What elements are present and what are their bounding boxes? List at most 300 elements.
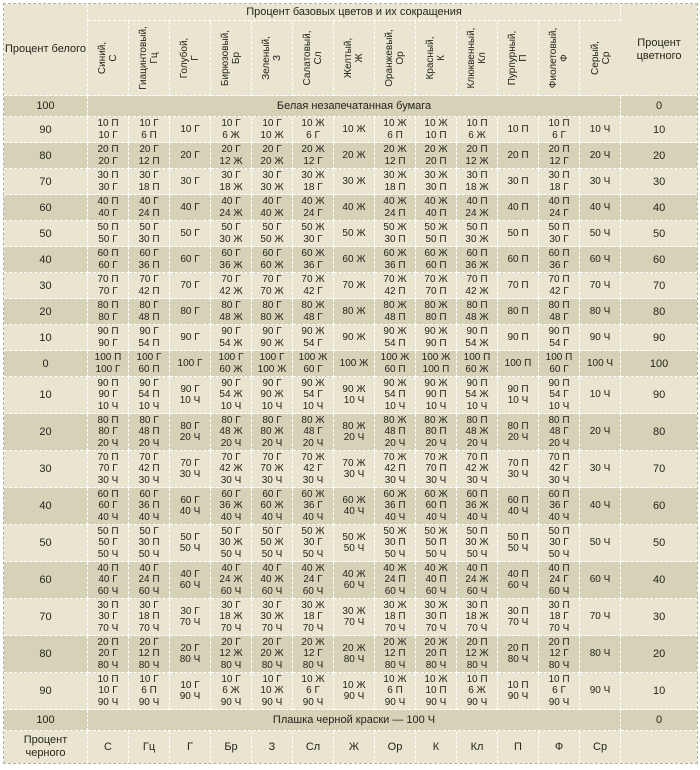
- mix-line: 90 Ж: [342, 331, 366, 343]
- mix-line: 50 П: [548, 222, 570, 233]
- mix-line: 50 Ж: [383, 525, 407, 537]
- column-header-rotated-text: [302, 21, 324, 95]
- mix-line: 30 Г: [139, 599, 159, 611]
- mix-line: 90 Ч: [384, 696, 406, 708]
- table-row: [4, 325, 697, 351]
- mix-line: 50 П: [466, 222, 488, 233]
- row-right-percent: 50: [621, 525, 697, 562]
- mix-line: 90 Ч: [589, 331, 611, 343]
- mix-line: 10 Г: [221, 118, 241, 129]
- footer-abbr-cell: Г: [170, 731, 211, 763]
- mix-line: 6 Г: [306, 129, 320, 141]
- table-row: [4, 117, 697, 143]
- mix-line: 10 П: [507, 679, 529, 691]
- mix-line: 70 П: [425, 463, 447, 475]
- mix-line: 50 Ч: [302, 548, 324, 560]
- mix-line: 36 П: [138, 259, 160, 271]
- mix-cell: [334, 273, 375, 299]
- mix-line: 80 Ч: [425, 659, 447, 671]
- mix-line: 20 Ч: [589, 149, 611, 161]
- mix-line: 20 П: [507, 149, 529, 161]
- mix-line: 24 Г: [303, 574, 323, 586]
- mix-cell: [539, 636, 580, 673]
- row-left-percent: 40: [4, 488, 88, 525]
- mix-line: 60 Г: [262, 248, 282, 259]
- mix-cell: [498, 117, 539, 143]
- mix-line: 60 Ж: [342, 494, 366, 506]
- mix-cell: [88, 221, 129, 247]
- mix-line: 40 Г: [180, 568, 200, 580]
- mix-line: 30 Г: [221, 599, 241, 611]
- mix-line: 20 П: [466, 636, 488, 648]
- mix-line: 30 Ч: [302, 474, 324, 486]
- mix-cell: [170, 599, 211, 636]
- color-name: Красный,: [425, 36, 436, 80]
- mix-line: 90 Ч: [548, 696, 570, 708]
- mix-cell: [580, 488, 621, 525]
- row-right-percent: 90: [621, 325, 697, 351]
- table-row: [4, 673, 697, 710]
- row-left-percent: 80: [4, 636, 88, 673]
- row-right-percent: 60: [621, 247, 697, 273]
- mix-line: 60 Г: [98, 259, 118, 271]
- mix-line: 70 П: [466, 451, 488, 463]
- mix-line: 12 Г: [303, 155, 323, 167]
- mix-line: 70 Ч: [425, 622, 447, 634]
- mix-cell: [416, 273, 457, 299]
- table-row: [4, 562, 697, 599]
- mix-line: 90 Ж: [260, 337, 284, 349]
- mix-line: 50 П: [548, 525, 570, 537]
- mix-line: 40 П: [97, 562, 119, 574]
- mix-line: 70 Г: [221, 451, 241, 463]
- table-row: [4, 636, 697, 673]
- mix-line: 18 П: [384, 611, 406, 623]
- mix-line: 40 Ж: [383, 196, 407, 207]
- mix-line: 80 Ч: [302, 659, 324, 671]
- mix-cell: [375, 414, 416, 451]
- mix-cell: [334, 673, 375, 710]
- mix-line: 36 Ж: [465, 500, 489, 512]
- mix-line: 30 Г: [262, 599, 282, 611]
- mix-line: 80 П: [507, 420, 529, 432]
- mix-cell: [252, 143, 293, 169]
- mix-cell: [170, 143, 211, 169]
- mix-cell: [211, 351, 252, 377]
- mix-line: 54 Г: [303, 389, 323, 401]
- mix-line: 100 Г: [136, 352, 162, 363]
- mix-cell: [375, 325, 416, 351]
- mix-line: 10 Ч: [589, 389, 611, 401]
- color-abbr: Ор: [395, 51, 406, 65]
- mix-cell: [252, 525, 293, 562]
- mix-line: 90 П: [548, 377, 570, 389]
- mix-line: 70 Ч: [261, 622, 283, 634]
- header-band-title: Процент базовых цветов и их сокращения: [88, 4, 621, 21]
- mix-line: 60 Ч: [425, 585, 447, 597]
- mix-line: 60 Г: [139, 488, 159, 500]
- mix-line: 100 Ж: [421, 352, 451, 363]
- mix-cell: [375, 488, 416, 525]
- mix-line: 50 Ч: [384, 548, 406, 560]
- mix-line: 50 Ж: [260, 537, 284, 549]
- mix-cell: [416, 673, 457, 710]
- mix-line: 18 Г: [549, 181, 569, 193]
- mix-cell: [375, 377, 416, 414]
- mix-line: 30 П: [138, 537, 160, 549]
- mix-line: 30 Г: [549, 233, 569, 245]
- mix-line: 90 Г: [180, 383, 200, 395]
- column-header-rotated-text: [425, 21, 447, 95]
- mix-line: 10 Ч: [466, 400, 488, 412]
- mix-line: 80 Г: [98, 426, 118, 438]
- mix-line: 10 П: [97, 673, 119, 685]
- mix-line: 20 Ж: [342, 642, 366, 654]
- mix-cell: [334, 117, 375, 143]
- mix-line: 42 Ж: [219, 285, 243, 297]
- mix-line: 36 Г: [549, 500, 569, 512]
- mix-line: 50 П: [466, 525, 488, 537]
- color-abbr: П: [518, 54, 529, 62]
- mix-line: 30 Ж: [301, 599, 325, 611]
- mix-cell: [252, 451, 293, 488]
- mix-cell: [580, 247, 621, 273]
- header-row-top: [4, 4, 697, 21]
- mix-cell: [211, 414, 252, 451]
- mix-cell: [416, 451, 457, 488]
- mix-line: 10 Ж: [342, 679, 366, 691]
- column-header: [457, 21, 498, 96]
- mix-line: 40 Ч: [466, 511, 488, 523]
- color-abbr: Кл: [477, 52, 488, 64]
- mix-line: 30 Ж: [465, 233, 489, 245]
- mix-line: 70 Ч: [302, 622, 324, 634]
- mix-line: 12 Ж: [219, 648, 243, 660]
- mix-cell: [580, 351, 621, 377]
- mix-line: 36 Ж: [219, 500, 243, 512]
- mix-line: 42 Г: [303, 285, 323, 297]
- mix-cell: [580, 117, 621, 143]
- mix-line: 20 П: [425, 648, 447, 660]
- mix-line: 10 Г: [221, 673, 241, 685]
- mix-line: 20 Ч: [179, 432, 201, 443]
- row-left-percent: 30: [4, 451, 88, 488]
- mix-line: 10 П: [466, 673, 488, 685]
- mix-line: 50 Ч: [179, 543, 201, 554]
- mix-line: 100 Г: [259, 352, 285, 363]
- mix-line: 20 П: [548, 636, 570, 648]
- mix-line: 10 Г: [180, 123, 200, 135]
- row-right-percent: 20: [621, 636, 697, 673]
- mix-cell: [252, 117, 293, 143]
- mix-line: 20 Г: [98, 648, 118, 660]
- mix-line: 24 Г: [549, 574, 569, 586]
- mix-cell: [129, 488, 170, 525]
- mix-cell: [211, 247, 252, 273]
- mix-line: 60 Ж: [465, 363, 489, 375]
- row-left-percent: 40: [4, 247, 88, 273]
- row-right-percent: 80: [621, 299, 697, 325]
- mix-line: 40 Г: [262, 196, 282, 207]
- mix-line: 20 Ч: [589, 426, 611, 438]
- footer-abbr-cell: П: [498, 731, 539, 763]
- mix-cell: [580, 195, 621, 221]
- mix-cell: [539, 325, 580, 351]
- mix-cell: [334, 636, 375, 673]
- mix-line: 60 Ч: [97, 585, 119, 597]
- mix-cell: [88, 351, 129, 377]
- mix-line: 70 Ж: [301, 451, 325, 463]
- mix-line: 40 Ч: [97, 511, 119, 523]
- mix-cell: [170, 414, 211, 451]
- mix-line: 80 Ч: [466, 659, 488, 671]
- mix-line: 90 Ж: [424, 326, 448, 337]
- mix-cell: [539, 273, 580, 299]
- mix-line: 6 Г: [306, 685, 320, 697]
- mix-cell: [88, 377, 129, 414]
- mix-cell: [416, 562, 457, 599]
- row-left-percent: 20: [4, 414, 88, 451]
- mix-line: 40 П: [466, 196, 488, 207]
- mix-line: 10 Ч: [425, 400, 447, 412]
- mix-line: 6 Г: [552, 129, 566, 141]
- mix-cell: [539, 488, 580, 525]
- mix-line: 60 Ж: [342, 253, 366, 265]
- mix-cell: [498, 673, 539, 710]
- mix-cell: [170, 195, 211, 221]
- mix-line: 20 Ч: [425, 437, 447, 449]
- mix-cell: [539, 247, 580, 273]
- mix-line: 70 Г: [262, 451, 282, 463]
- mix-cell: [334, 451, 375, 488]
- mix-line: 70 П: [97, 451, 119, 463]
- mix-line: 70 Г: [139, 451, 159, 463]
- mix-line: 60 Г: [139, 248, 159, 259]
- footer-abbr-cell: К: [416, 731, 457, 763]
- mix-line: 60 П: [507, 494, 529, 506]
- mix-line: 80 Ж: [424, 300, 448, 311]
- mix-cell: [580, 377, 621, 414]
- mix-line: 90 П: [425, 389, 447, 401]
- mix-line: 40 П: [425, 207, 447, 219]
- mix-line: 90 Г: [139, 326, 159, 337]
- mix-cell: [211, 673, 252, 710]
- mix-cell: [416, 221, 457, 247]
- mix-cell: [375, 195, 416, 221]
- column-header-rotated-text: [590, 21, 612, 95]
- mix-line: 70 Ч: [589, 611, 611, 623]
- mix-line: 70 П: [507, 457, 529, 469]
- mix-cell: [539, 299, 580, 325]
- mix-line: 80 Г: [98, 311, 118, 323]
- mix-line: 30 Ж: [219, 537, 243, 549]
- mix-cell: [211, 195, 252, 221]
- mix-cell: [375, 525, 416, 562]
- mix-line: 10 Ж: [260, 685, 284, 697]
- mix-line: 30 Г: [221, 170, 241, 181]
- mix-cell: [293, 195, 334, 221]
- mix-line: 80 Г: [262, 414, 282, 426]
- mix-line: 90 Ч: [343, 691, 365, 702]
- mix-line: 80 Г: [180, 305, 200, 317]
- mix-line: 36 Г: [549, 259, 569, 271]
- color-name: Фиолетовый,: [548, 27, 559, 89]
- mix-cell: [539, 221, 580, 247]
- mix-line: 50 П: [425, 537, 447, 549]
- mix-cell: [457, 636, 498, 673]
- mix-line: 20 Ж: [260, 155, 284, 167]
- mix-cell: [416, 599, 457, 636]
- mix-cell: [539, 562, 580, 599]
- mix-line: 50 Ч: [220, 548, 242, 560]
- mix-line: 6 Ж: [468, 685, 486, 697]
- color-name: Голубой,: [179, 37, 190, 79]
- mix-line: 90 Г: [98, 389, 118, 401]
- mix-line: 90 Ч: [589, 685, 611, 697]
- mix-cell: [129, 247, 170, 273]
- mix-line: 40 Г: [98, 574, 118, 586]
- mix-line: 40 П: [507, 201, 529, 213]
- mix-line: 30 П: [466, 170, 488, 181]
- mix-line: 90 Г: [221, 326, 241, 337]
- mix-line: 30 Ч: [466, 474, 488, 486]
- table-row: [4, 710, 697, 731]
- footer-abbr-cell: Ср: [580, 731, 621, 763]
- mix-line: 40 Г: [139, 196, 159, 207]
- mix-line: 24 П: [384, 207, 406, 219]
- mix-line: 10 Ж: [383, 118, 407, 129]
- mix-line: 60 Ч: [220, 585, 242, 597]
- mix-line: 40 Ч: [589, 201, 611, 213]
- mix-line: 42 П: [384, 463, 406, 475]
- mix-cell: [457, 414, 498, 451]
- mix-cell: [498, 599, 539, 636]
- mix-line: 90 Ж: [383, 377, 407, 389]
- mix-cell: [88, 247, 129, 273]
- header-row-color-names: [4, 21, 697, 96]
- mix-line: 10 Г: [98, 129, 118, 141]
- mix-line: 18 Г: [303, 181, 323, 193]
- mix-cell: [88, 488, 129, 525]
- mix-cell: [170, 247, 211, 273]
- mix-line: 24 Ж: [465, 207, 489, 219]
- mix-line: 12 Г: [549, 155, 569, 167]
- mix-line: 80 Ж: [301, 300, 325, 311]
- mix-line: 36 П: [384, 259, 406, 271]
- mix-line: 10 Г: [139, 673, 159, 685]
- row-right-percent: 60: [621, 488, 697, 525]
- mix-line: 100 Ж: [298, 352, 328, 363]
- mix-cell: [211, 143, 252, 169]
- color-name: Оранжевый,: [384, 29, 395, 87]
- mix-line: 20 Ч: [384, 437, 406, 449]
- mix-line: 30 Ч: [589, 463, 611, 475]
- mix-line: 30 П: [384, 233, 406, 245]
- mix-line: 40 Г: [262, 562, 282, 574]
- mix-cell: [498, 414, 539, 451]
- mix-line: 10 Ч: [97, 400, 119, 412]
- mix-cell: [580, 599, 621, 636]
- mix-cell: [293, 299, 334, 325]
- mix-cell: [334, 351, 375, 377]
- mix-line: 10 Ч: [138, 400, 160, 412]
- mix-cell: [416, 414, 457, 451]
- mix-line: 50 Г: [262, 222, 282, 233]
- mix-cell: [170, 325, 211, 351]
- mix-cell: [334, 325, 375, 351]
- mix-cell: [457, 377, 498, 414]
- mix-line: 10 Ж: [301, 118, 325, 129]
- mix-line: 80 Г: [262, 300, 282, 311]
- mix-line: 100 Г: [95, 363, 121, 375]
- mix-line: 50 Г: [98, 537, 118, 549]
- mix-cell: [580, 414, 621, 451]
- mix-cell: [580, 451, 621, 488]
- mix-cell: [375, 143, 416, 169]
- column-header-rotated-text: [220, 21, 242, 95]
- mix-line: 40 Ж: [301, 196, 325, 207]
- mix-line: 80 Г: [139, 300, 159, 311]
- mix-line: 70 Г: [98, 285, 118, 297]
- mix-line: 80 Ч: [507, 654, 529, 665]
- mix-cell: [539, 525, 580, 562]
- mix-line: 10 Ч: [343, 395, 365, 406]
- mix-cell: [334, 221, 375, 247]
- table-row: [4, 96, 697, 117]
- mix-cell: [88, 562, 129, 599]
- mix-line: 10 Ч: [261, 400, 283, 412]
- mix-line: 70 Ч: [384, 622, 406, 634]
- mix-line: 60 П: [425, 500, 447, 512]
- mix-line: 24 П: [138, 574, 160, 586]
- mix-cell: [457, 273, 498, 299]
- mix-line: 30 Ч: [138, 474, 160, 486]
- mix-cell: [211, 221, 252, 247]
- mix-cell: [88, 636, 129, 673]
- mix-line: 30 Г: [303, 233, 323, 245]
- mix-cell: [170, 451, 211, 488]
- mix-line: 20 Ч: [138, 437, 160, 449]
- mix-line: 40 Г: [221, 562, 241, 574]
- mix-cell: [375, 451, 416, 488]
- mix-line: 60 П: [466, 488, 488, 500]
- mix-line: 50 Г: [139, 222, 159, 233]
- mix-line: 90 П: [466, 326, 488, 337]
- mix-line: 40 Г: [98, 207, 118, 219]
- row-left-percent: 10: [4, 325, 88, 351]
- mix-line: 70 Ж: [260, 285, 284, 297]
- mix-cell: [88, 195, 129, 221]
- mix-cell: [293, 636, 334, 673]
- mix-cell: [580, 562, 621, 599]
- mix-line: 50 Г: [98, 233, 118, 245]
- mix-line: 30 Г: [303, 537, 323, 549]
- mix-line: 60 Г: [221, 248, 241, 259]
- mix-line: 10 Ч: [302, 400, 324, 412]
- mix-cell: [129, 325, 170, 351]
- mix-line: 80 П: [97, 300, 119, 311]
- mix-line: 50 Ж: [342, 531, 366, 543]
- mix-line: 12 Ж: [465, 648, 489, 660]
- mix-line: 20 Г: [139, 144, 159, 155]
- mix-line: 20 Г: [221, 636, 241, 648]
- mix-line: 42 Г: [549, 285, 569, 297]
- mix-line: 30 П: [466, 599, 488, 611]
- mix-line: 6 Ж: [468, 129, 486, 141]
- mix-cell: [334, 247, 375, 273]
- mix-line: 60 Ч: [589, 574, 611, 586]
- mix-line: 42 П: [384, 285, 406, 297]
